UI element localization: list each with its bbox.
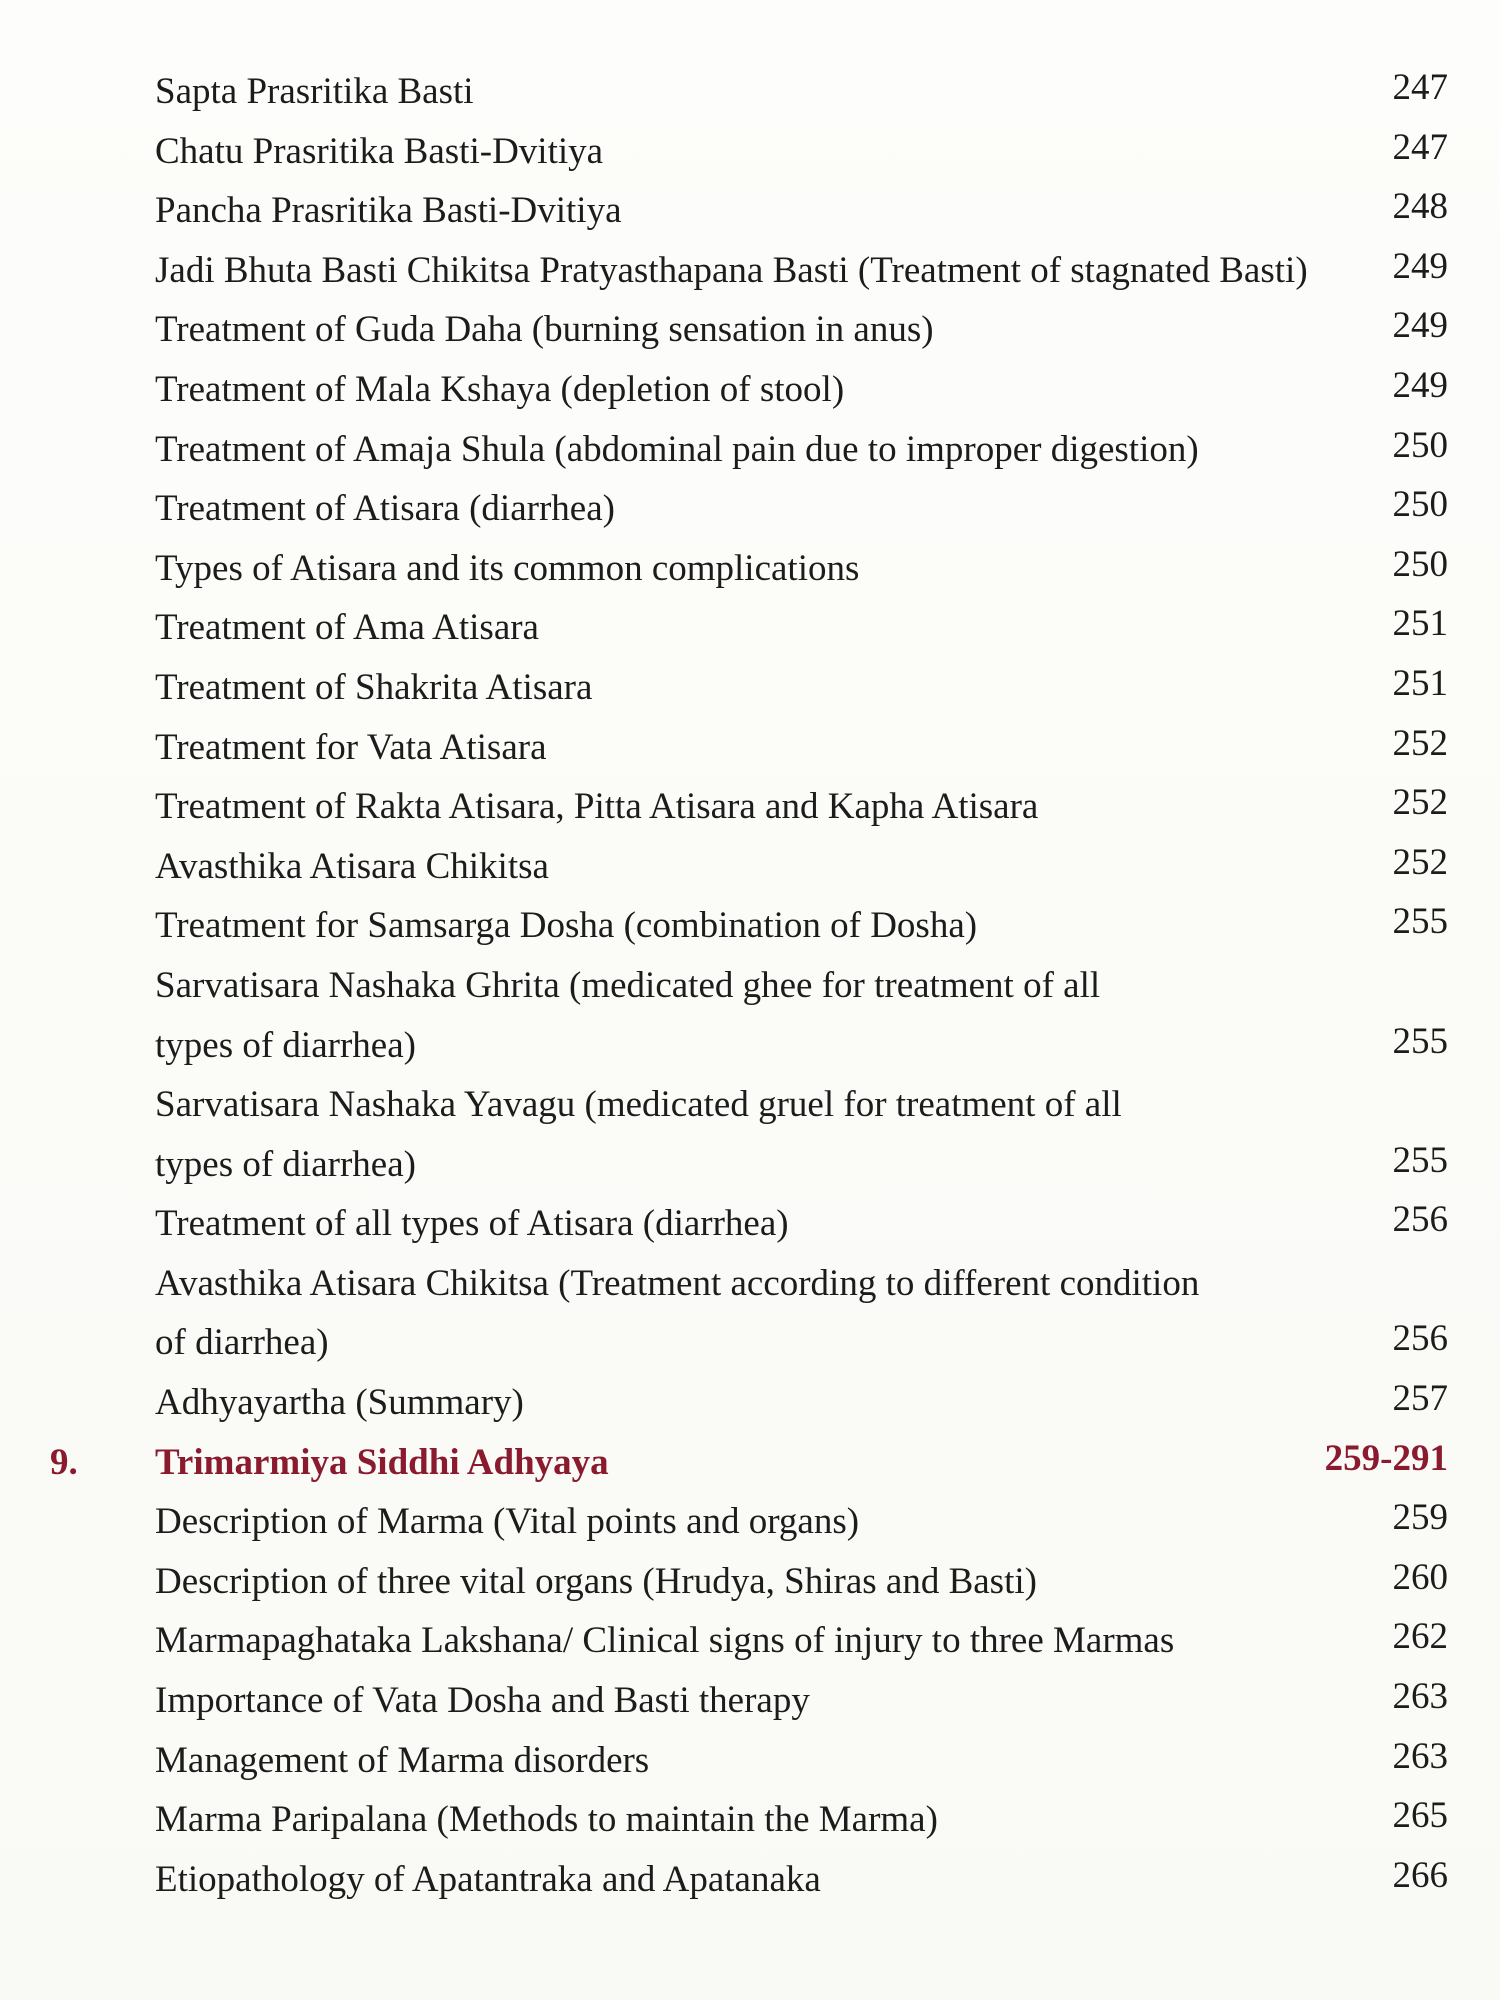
entry-page-number: 256 <box>1392 1199 1448 1241</box>
toc-entry-line <box>0 956 1500 1016</box>
toc-entry <box>0 122 1500 182</box>
table-of-contents <box>0 62 1500 1909</box>
toc-entry <box>0 181 1500 241</box>
toc-entry <box>0 1016 1500 1076</box>
entry-page-number: 256 <box>1392 1318 1448 1360</box>
entry-title: Description of Marma (Vital points and organs) <box>155 1501 860 1543</box>
entry-title: Treatment for Samsarga Dosha (combination of Dosha) <box>155 905 978 947</box>
toc-entry <box>0 658 1500 718</box>
entry-title: Etiopathology of Apatantraka and Apatanaka <box>155 1858 821 1900</box>
entry-title-line-1: Avasthika Atisara Chikitsa (Treatment according to different condition <box>155 1262 1200 1304</box>
toc-entry <box>0 241 1500 301</box>
entry-title-line-2: of diarrhea) <box>155 1322 329 1364</box>
entry-page-number: 251 <box>1392 662 1448 704</box>
entry-title: Management of Marma disorders <box>155 1739 650 1781</box>
entry-page-number: 259 <box>1392 1497 1448 1539</box>
toc-entry <box>0 896 1500 956</box>
chapter-number: 9. <box>50 1441 78 1483</box>
entry-title: Treatment of Shakrita Atisara <box>155 666 593 708</box>
entry-page-number: 250 <box>1392 484 1448 526</box>
entry-page-number: 255 <box>1392 901 1448 943</box>
chapter-heading <box>0 1433 1500 1493</box>
toc-entry <box>0 1850 1500 1910</box>
entry-title: Treatment of Ama Atisara <box>155 607 539 649</box>
entry-title: Treatment of Guda Daha (burning sensation in anus) <box>155 309 934 351</box>
entry-page-number: 252 <box>1392 841 1448 883</box>
entry-title: Treatment of Amaja Shula (abdominal pain due to improper digestion) <box>155 428 1199 470</box>
toc-entry-line <box>0 1254 1500 1314</box>
toc-entry <box>0 1492 1500 1552</box>
entry-title: Description of three vital organs (Hrudya, Shiras and Basti) <box>155 1560 1037 1602</box>
entry-title: Chatu Prasritika Basti-Dvitiya <box>155 130 604 172</box>
entry-title: Treatment for Vata Atisara <box>155 726 547 768</box>
toc-entry <box>0 1313 1500 1373</box>
toc-entry <box>0 479 1500 539</box>
toc-entry <box>0 718 1500 778</box>
entry-title: Types of Atisara and its common complications <box>155 547 860 589</box>
toc-entry <box>0 300 1500 360</box>
entry-page-number: 263 <box>1392 1735 1448 1777</box>
entry-title: Jadi Bhuta Basti Chikitsa Pratyasthapana Basti (Treatment of stagnated Basti) <box>155 249 1308 291</box>
toc-entry <box>0 1611 1500 1671</box>
entry-title: Treatment of Atisara (diarrhea) <box>155 488 615 530</box>
toc-entry-line <box>0 1075 1500 1135</box>
entry-page-number: 248 <box>1392 186 1448 228</box>
toc-entry <box>0 1731 1500 1791</box>
entry-page-number: 263 <box>1392 1676 1448 1718</box>
chapter-title: Trimarmiya Siddhi Adhyaya <box>155 1441 609 1483</box>
entry-title-line-2: types of diarrhea) <box>155 1143 416 1185</box>
entry-page-number: 249 <box>1392 245 1448 287</box>
entry-page-number: 249 <box>1392 364 1448 406</box>
entry-title-line-1: Sarvatisara Nashaka Yavagu (medicated gruel for treatment of all <box>155 1084 1122 1126</box>
toc-entry <box>0 62 1500 122</box>
entry-page-number: 266 <box>1392 1854 1448 1896</box>
toc-entry <box>0 420 1500 480</box>
chapter-page-range: 259-291 <box>1324 1437 1448 1479</box>
entry-title: Marmapaghataka Lakshana/ Clinical signs of injury to three Marmas <box>155 1620 1175 1662</box>
toc-entry <box>0 1671 1500 1731</box>
entry-page-number: 247 <box>1392 126 1448 168</box>
entry-page-number: 250 <box>1392 424 1448 466</box>
entry-title: Importance of Vata Dosha and Basti therapy <box>155 1680 810 1722</box>
entry-title: Avasthika Atisara Chikitsa <box>155 845 549 887</box>
entry-title-line-1: Sarvatisara Nashaka Ghrita (medicated ghee for treatment of all <box>155 964 1101 1006</box>
toc-entry <box>0 1135 1500 1195</box>
entry-title: Adhyayartha (Summary) <box>155 1382 524 1424</box>
entry-title-line-2: types of diarrhea) <box>155 1024 416 1066</box>
entry-page-number: 252 <box>1392 722 1448 764</box>
entry-page-number: 250 <box>1392 543 1448 585</box>
entry-page-number: 255 <box>1392 1139 1448 1181</box>
toc-entry <box>0 1194 1500 1254</box>
entry-page-number: 255 <box>1392 1020 1448 1062</box>
entry-page-number: 247 <box>1392 67 1448 108</box>
entry-page-number: 249 <box>1392 305 1448 347</box>
toc-entry <box>0 539 1500 599</box>
entry-title: Pancha Prasritika Basti-Dvitiya <box>155 190 622 232</box>
toc-entry <box>0 1552 1500 1612</box>
entry-title: Sapta Prasritika Basti <box>155 71 474 112</box>
toc-entry <box>0 598 1500 658</box>
entry-page-number: 265 <box>1392 1795 1448 1837</box>
toc-entry <box>0 837 1500 897</box>
toc-entry <box>0 1373 1500 1433</box>
entry-page-number: 252 <box>1392 782 1448 824</box>
toc-entry <box>0 777 1500 837</box>
entry-page-number: 251 <box>1392 603 1448 645</box>
entry-title: Treatment of Mala Kshaya (depletion of stool) <box>155 368 845 410</box>
entry-title: Treatment of all types of Atisara (diarrhea) <box>155 1203 789 1245</box>
entry-page-number: 257 <box>1392 1378 1448 1420</box>
entry-page-number: 260 <box>1392 1556 1448 1598</box>
entry-title: Marma Paripalana (Methods to maintain the Marma) <box>155 1799 938 1841</box>
toc-entry <box>0 360 1500 420</box>
toc-entry <box>0 1790 1500 1850</box>
entry-title: Treatment of Rakta Atisara, Pitta Atisara and Kapha Atisara <box>155 786 1039 828</box>
entry-page-number: 262 <box>1392 1616 1448 1658</box>
